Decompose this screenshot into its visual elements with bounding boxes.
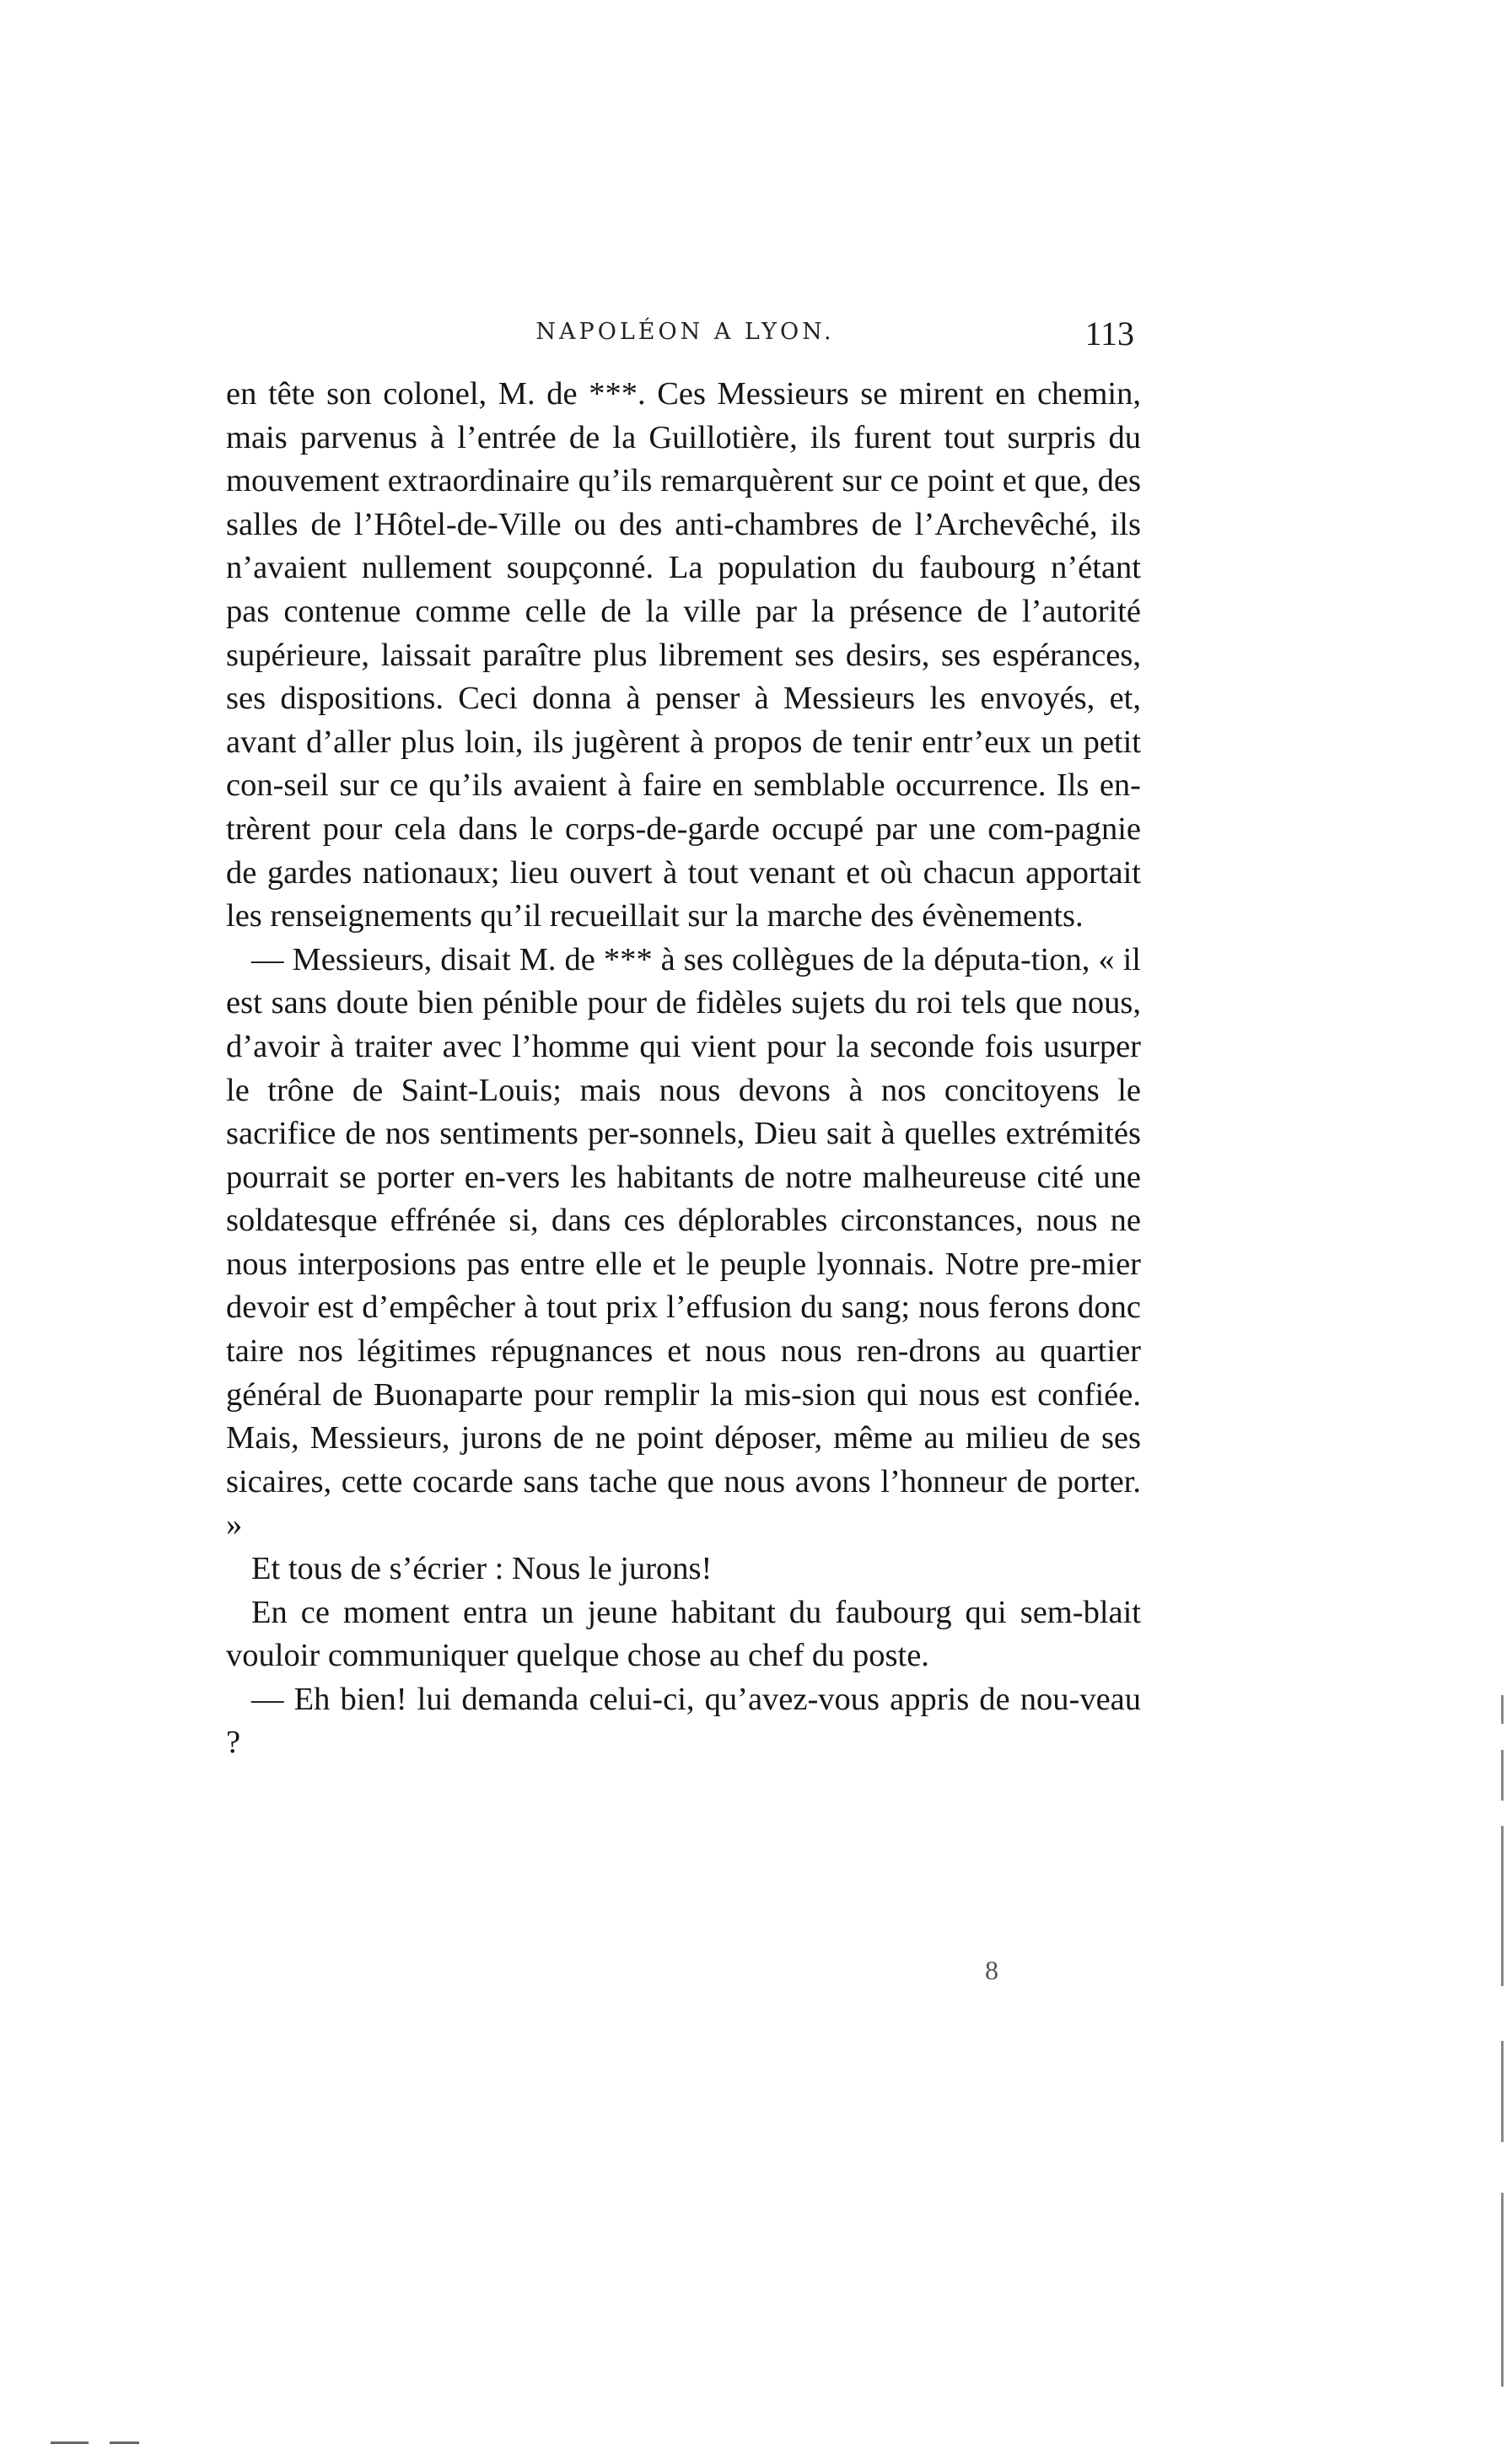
page-number: 113: [1084, 315, 1134, 353]
scan-edge-mark: [1501, 1750, 1504, 1801]
scan-bottom-dash: [51, 2442, 89, 2444]
page-header: [228, 314, 1143, 364]
scan-edge-mark: [1501, 2041, 1504, 2142]
paragraph: — Eh bien! lui demanda celui-ci, qu’avez-vous appris de nou-veau ?: [226, 1681, 1141, 1761]
body-text: [226, 373, 1141, 1765]
scan-edge-mark: [1501, 1826, 1504, 1986]
paragraph: Et tous de s’écrier : Nous le jurons!: [251, 1551, 713, 1587]
paragraph: En ce moment entra un jeune habitant du faubourg qui sem-blait vouloir communiquer quelque chose au chef du poste.: [226, 1594, 1141, 1674]
paragraph: — Messieurs, disait M. de *** à ses collègues de la députa-tion, « il est sans doute bien pénible pour de fidèles sujets du roi tels que nous, d’avoir à traiter avec l’homme qui vient pour la seconde fois usurper le trône de Saint-Louis; mais nous devons à nos concitoyens le sacrifice de nos sentiments per-sonnels, Dieu sait à quelles extrémités pourrait se porter en-vers les habitants de notre malheureuse cité une soldatesque effrénée si, dans ces déplorables circonstances, nous ne nous interposions pas entre elle et le peuple lyonnais. Notre pre-mier devoir est d’empêcher à tout prix l’effusion du sang; nous ferons donc taire nos légitimes répugnances et nous nous ren-drons au quartier général de Buonaparte pour remplir la mis-sion qui nous est confiée. Mais, Messieurs, jurons de ne point déposer, même au milieu de ses sicaires, cette cocarde sans tache que nous avons l’honneur de porter. »: [226, 941, 1141, 1543]
scan-edge-mark: [1501, 1695, 1504, 1724]
scan-edge-mark: [1501, 2193, 1504, 2387]
scan-bottom-dash: [110, 2442, 139, 2444]
paragraph: en tête son colonel, M. de ***. Ces Messieurs se mirent en chemin, mais parvenus à l’entrée de la Guillotière, ils furent tout surpris du mouvement extraordinaire qu’ils remarquèrent sur ce point et que, des salles de l’Hôtel-de-Ville ou des anti-chambres de l’Archevêché, ils n’avaient nullement soupçonné. La population du faubourg n’étant pas contenue comme celle de la ville par la présence de l’autorité supérieure, laissait paraître plus librement ses desirs, ses espérances, ses dispositions. Ceci donna à penser à Messieurs les envoyés, et, avant d’aller plus loin, ils jugèrent à propos de tenir entr’eux un petit con-seil sur ce qu’ils avaient à faire en semblable occurrence. Ils en-trèrent pour cela dans le corps-de-garde occupé par une com-pagnie de gardes nationaux; lieu ouvert à tout venant et où chacun apportait les renseignements qu’il recueillait sur la marche des évènements.: [226, 376, 1141, 934]
running-title: NAPOLÉON A LYON.: [535, 319, 835, 345]
signature-mark: 8: [985, 1955, 998, 1985]
